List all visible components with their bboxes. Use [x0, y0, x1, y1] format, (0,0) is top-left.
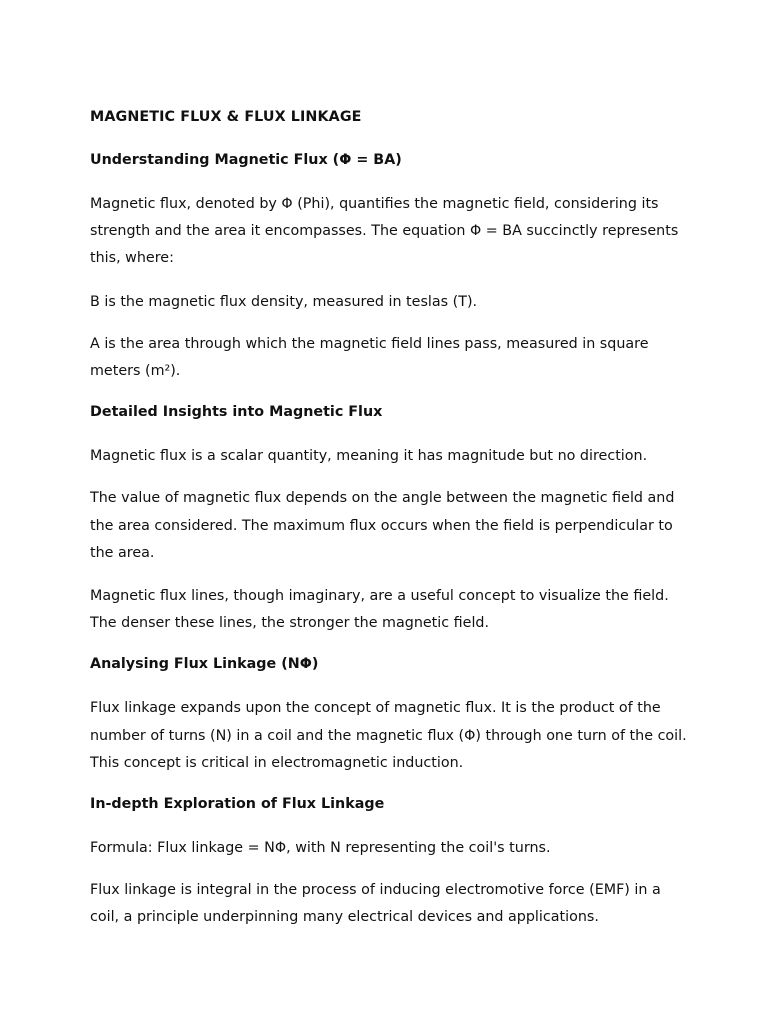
- section-heading-flux-linkage: Analysing Flux Linkage (NΦ): [90, 656, 319, 673]
- paragraph-flux-lines: Magnetic flux lines, though imaginary, are a useful concept to visualize the field. The denser these lines, the stronger the magnetic field.: [90, 588, 669, 632]
- paragraph-b-definition: B is the magnetic flux density, measured in teslas (T).: [90, 293, 478, 310]
- document-page: [90, 106, 688, 948]
- section-heading-in-depth-linkage: In-depth Exploration of Flux Linkage: [90, 796, 385, 813]
- paragraph-a-definition: A is the area through which the magnetic field lines pass, measured in square meters (m²).: [90, 335, 649, 380]
- paragraph-flux-definition: Magnetic flux, denoted by Φ (Phi), quantifies the magnetic field, considering its strength and the area it encompasses. The equation Φ = BA succinctly represents this, where:: [90, 196, 679, 267]
- paragraph-flux-linkage-definition: Flux linkage expands upon the concept of magnetic flux. It is the product of the number of turns (N) in a coil and the magnetic flux (Φ) through one turn of the coil. This concept is critical in electromagnetic induction.: [90, 700, 687, 771]
- paragraph-scalar-quantity: Magnetic flux is a scalar quantity, meaning it has magnitude but no direction.: [90, 448, 648, 465]
- paragraph-linkage-formula: Formula: Flux linkage = NΦ, with N representing the coil's turns.: [90, 840, 551, 857]
- section-heading-understanding-flux: Understanding Magnetic Flux (Φ = BA): [90, 152, 402, 168]
- paragraph-emf-induction: Flux linkage is integral in the process of inducing electromotive force (EMF) in a coil, a principle underpinning many electrical devices and applications.: [90, 882, 661, 926]
- section-heading-detailed-insights: Detailed Insights into Magnetic Flux: [90, 404, 383, 421]
- paragraph-angle-dependence: The value of magnetic flux depends on the angle between the magnetic field and the area considered. The maximum flux occurs when the field is perpendicular to the area.: [90, 490, 675, 561]
- document-title: MAGNETIC FLUX & FLUX LINKAGE: [90, 109, 362, 125]
